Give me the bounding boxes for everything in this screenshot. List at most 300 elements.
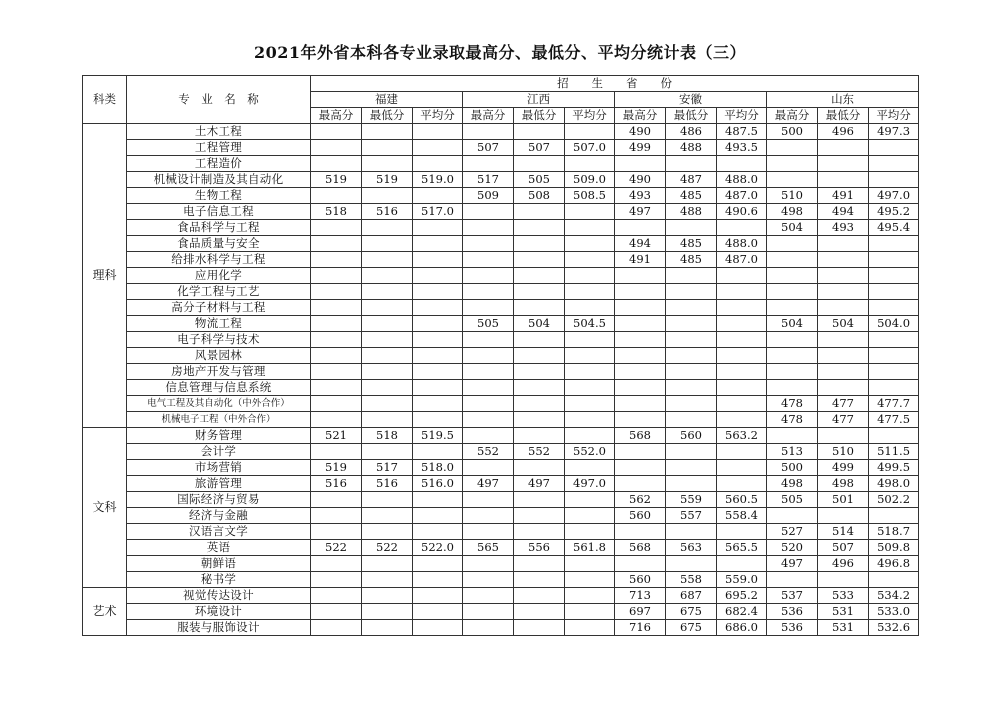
score-cell <box>767 428 818 444</box>
score-cell: 675 <box>666 604 717 620</box>
major-header: 专 业 名 称 <box>127 76 311 124</box>
score-cell <box>311 508 362 524</box>
major-name-cell: 服装与服饰设计 <box>127 620 311 636</box>
score-cell <box>818 236 869 252</box>
score-cell <box>666 300 717 316</box>
score-cell: 521 <box>311 428 362 444</box>
score-cell <box>463 300 514 316</box>
score-cell: 500 <box>767 460 818 476</box>
score-cell: 490.6 <box>717 204 767 220</box>
score-cell <box>311 300 362 316</box>
score-cell <box>413 252 463 268</box>
header-row-group <box>83 76 919 92</box>
score-cell <box>463 156 514 172</box>
score-cell <box>717 444 767 460</box>
score-cell <box>565 508 615 524</box>
score-cell <box>463 220 514 236</box>
table-row <box>83 492 919 508</box>
table-row <box>83 412 919 428</box>
major-name-cell: 工程造价 <box>127 156 311 172</box>
score-cell <box>463 428 514 444</box>
major-name-cell: 环境设计 <box>127 604 311 620</box>
score-cell <box>311 236 362 252</box>
score-cell: 488 <box>666 140 717 156</box>
admission-score-table <box>82 75 919 636</box>
score-cell <box>514 604 565 620</box>
score-cell <box>869 508 919 524</box>
province-header-shandong: 山东 <box>767 92 919 108</box>
score-cell: 563 <box>666 540 717 556</box>
score-cell: 560 <box>666 428 717 444</box>
sub-header-min: 最低分 <box>362 108 413 124</box>
score-cell: 516 <box>311 476 362 492</box>
sub-header-max: 最高分 <box>767 108 818 124</box>
score-cell: 516 <box>362 476 413 492</box>
score-cell <box>869 172 919 188</box>
score-cell <box>565 396 615 412</box>
sub-header-avg: 平均分 <box>869 108 919 124</box>
sub-header-min: 最低分 <box>818 108 869 124</box>
major-name-cell: 化学工程与工艺 <box>127 284 311 300</box>
score-cell <box>362 188 413 204</box>
score-cell <box>311 156 362 172</box>
score-cell <box>565 364 615 380</box>
score-cell <box>362 284 413 300</box>
score-cell <box>463 556 514 572</box>
score-cell <box>717 316 767 332</box>
score-cell <box>463 332 514 348</box>
score-cell <box>818 284 869 300</box>
sub-header-max: 最高分 <box>463 108 514 124</box>
score-cell: 565 <box>463 540 514 556</box>
score-cell: 499.5 <box>869 460 919 476</box>
score-cell <box>362 572 413 588</box>
score-cell: 477.7 <box>869 396 919 412</box>
score-cell <box>463 412 514 428</box>
major-name-cell: 生物工程 <box>127 188 311 204</box>
score-cell: 517.0 <box>413 204 463 220</box>
score-cell: 504 <box>767 220 818 236</box>
score-cell: 519 <box>311 172 362 188</box>
score-cell: 505 <box>463 316 514 332</box>
table-row <box>83 620 919 636</box>
major-name-cell: 汉语言文学 <box>127 524 311 540</box>
score-cell: 497 <box>514 476 565 492</box>
score-cell <box>767 572 818 588</box>
score-cell <box>463 252 514 268</box>
major-name-cell: 食品科学与工程 <box>127 220 311 236</box>
score-cell: 560 <box>615 572 666 588</box>
table-row <box>83 220 919 236</box>
score-cell: 499 <box>818 460 869 476</box>
score-cell: 519 <box>362 172 413 188</box>
score-cell: 477 <box>818 396 869 412</box>
score-cell <box>717 348 767 364</box>
score-cell <box>565 252 615 268</box>
score-cell <box>463 124 514 140</box>
score-cell: 486 <box>666 124 717 140</box>
score-cell: 536 <box>767 604 818 620</box>
score-cell <box>666 476 717 492</box>
score-cell <box>311 364 362 380</box>
score-cell <box>767 380 818 396</box>
score-cell: 478 <box>767 412 818 428</box>
score-cell: 516.0 <box>413 476 463 492</box>
score-cell: 496 <box>818 556 869 572</box>
score-cell <box>666 524 717 540</box>
major-name-cell: 应用化学 <box>127 268 311 284</box>
score-cell: 716 <box>615 620 666 636</box>
score-cell: 497 <box>767 556 818 572</box>
score-cell: 487.0 <box>717 252 767 268</box>
score-cell <box>717 364 767 380</box>
score-cell <box>717 332 767 348</box>
score-cell <box>767 268 818 284</box>
score-cell <box>514 588 565 604</box>
score-cell: 496 <box>818 124 869 140</box>
score-cell: 490 <box>615 124 666 140</box>
major-name-cell: 物流工程 <box>127 316 311 332</box>
score-cell: 565.5 <box>717 540 767 556</box>
score-cell: 495.4 <box>869 220 919 236</box>
score-cell <box>463 492 514 508</box>
score-cell <box>311 284 362 300</box>
score-cell <box>666 380 717 396</box>
score-cell: 518 <box>362 428 413 444</box>
score-cell <box>767 332 818 348</box>
score-cell <box>869 268 919 284</box>
score-cell <box>413 620 463 636</box>
score-cell <box>666 348 717 364</box>
score-cell: 497.0 <box>869 188 919 204</box>
score-cell <box>514 556 565 572</box>
score-cell: 519.5 <box>413 428 463 444</box>
score-cell <box>767 140 818 156</box>
score-cell <box>565 236 615 252</box>
score-cell <box>413 348 463 364</box>
score-cell: 517 <box>463 172 514 188</box>
score-cell <box>666 412 717 428</box>
major-name-cell: 食品质量与安全 <box>127 236 311 252</box>
score-cell <box>615 348 666 364</box>
score-cell: 507 <box>463 140 514 156</box>
score-cell: 552 <box>463 444 514 460</box>
score-cell <box>413 268 463 284</box>
province-header-fujian: 福建 <box>311 92 463 108</box>
score-cell <box>514 204 565 220</box>
score-cell: 509.8 <box>869 540 919 556</box>
score-cell: 556 <box>514 540 565 556</box>
table-row <box>83 316 919 332</box>
score-cell <box>767 348 818 364</box>
score-cell <box>311 572 362 588</box>
score-cell <box>514 396 565 412</box>
score-cell: 522.0 <box>413 540 463 556</box>
score-cell <box>615 380 666 396</box>
score-cell <box>514 460 565 476</box>
table-row <box>83 540 919 556</box>
score-cell: 493.5 <box>717 140 767 156</box>
score-cell: 496.8 <box>869 556 919 572</box>
table-row <box>83 508 919 524</box>
score-cell: 498 <box>767 476 818 492</box>
score-cell <box>565 524 615 540</box>
major-name-cell: 电子信息工程 <box>127 204 311 220</box>
score-cell: 493 <box>615 188 666 204</box>
score-cell <box>413 492 463 508</box>
sub-header-min: 最低分 <box>514 108 565 124</box>
score-cell <box>615 396 666 412</box>
sub-header-max: 最高分 <box>615 108 666 124</box>
score-cell <box>514 380 565 396</box>
score-cell <box>717 476 767 492</box>
score-cell <box>514 220 565 236</box>
score-cell <box>565 492 615 508</box>
score-cell: 514 <box>818 524 869 540</box>
score-cell <box>717 556 767 572</box>
major-name-cell: 土木工程 <box>127 124 311 140</box>
score-cell <box>413 124 463 140</box>
score-cell: 563.2 <box>717 428 767 444</box>
score-cell <box>565 588 615 604</box>
score-cell <box>767 364 818 380</box>
score-cell: 508.5 <box>565 188 615 204</box>
score-cell <box>362 492 413 508</box>
score-cell: 500 <box>767 124 818 140</box>
score-cell: 504 <box>767 316 818 332</box>
score-cell <box>666 156 717 172</box>
score-cell <box>869 140 919 156</box>
score-cell: 534.2 <box>869 588 919 604</box>
major-name-cell: 财务管理 <box>127 428 311 444</box>
score-cell <box>514 252 565 268</box>
score-cell: 478 <box>767 396 818 412</box>
score-cell <box>818 572 869 588</box>
score-cell <box>565 204 615 220</box>
score-cell: 513 <box>767 444 818 460</box>
score-cell: 505 <box>767 492 818 508</box>
major-name-cell: 旅游管理 <box>127 476 311 492</box>
major-name-cell: 电气工程及其自动化（中外合作） <box>127 396 311 412</box>
table-row <box>83 156 919 172</box>
score-cell <box>413 284 463 300</box>
score-cell: 504.5 <box>565 316 615 332</box>
score-cell <box>311 412 362 428</box>
score-cell <box>615 476 666 492</box>
score-cell <box>717 380 767 396</box>
score-cell <box>615 332 666 348</box>
table-body <box>83 76 919 636</box>
major-name-cell: 市场营销 <box>127 460 311 476</box>
score-cell <box>362 348 413 364</box>
score-cell <box>565 604 615 620</box>
score-cell: 491 <box>615 252 666 268</box>
score-cell <box>514 620 565 636</box>
score-cell: 501 <box>818 492 869 508</box>
score-cell <box>362 380 413 396</box>
score-cell <box>615 156 666 172</box>
score-cell <box>615 524 666 540</box>
score-cell <box>869 236 919 252</box>
score-cell <box>514 348 565 364</box>
table-row <box>83 380 919 396</box>
table-row <box>83 364 919 380</box>
score-cell: 487.5 <box>717 124 767 140</box>
score-cell <box>818 364 869 380</box>
score-cell <box>818 140 869 156</box>
score-cell: 675 <box>666 620 717 636</box>
score-cell <box>311 556 362 572</box>
score-cell: 511.5 <box>869 444 919 460</box>
score-cell <box>818 252 869 268</box>
score-cell: 488.0 <box>717 236 767 252</box>
score-cell: 568 <box>615 428 666 444</box>
score-cell <box>311 124 362 140</box>
score-cell <box>311 492 362 508</box>
score-cell <box>767 508 818 524</box>
score-cell: 516 <box>362 204 413 220</box>
score-cell: 494 <box>818 204 869 220</box>
score-cell: 533 <box>818 588 869 604</box>
major-name-cell: 工程管理 <box>127 140 311 156</box>
table-row <box>83 556 919 572</box>
score-cell <box>362 588 413 604</box>
score-cell <box>362 220 413 236</box>
score-cell <box>717 396 767 412</box>
score-cell: 522 <box>311 540 362 556</box>
major-name-cell: 房地产开发与管理 <box>127 364 311 380</box>
score-cell <box>362 444 413 460</box>
score-cell <box>311 396 362 412</box>
sub-header-max: 最高分 <box>311 108 362 124</box>
score-cell <box>869 428 919 444</box>
score-cell <box>615 444 666 460</box>
score-cell <box>514 508 565 524</box>
category-cell: 理科 <box>83 124 127 428</box>
score-cell <box>514 300 565 316</box>
score-cell: 562 <box>615 492 666 508</box>
score-cell: 477 <box>818 412 869 428</box>
score-cell: 559.0 <box>717 572 767 588</box>
score-cell <box>463 380 514 396</box>
score-cell <box>818 332 869 348</box>
score-cell <box>565 332 615 348</box>
score-cell <box>413 604 463 620</box>
score-cell <box>514 284 565 300</box>
score-cell <box>615 316 666 332</box>
score-cell <box>311 620 362 636</box>
score-cell: 533.0 <box>869 604 919 620</box>
score-cell: 488 <box>666 204 717 220</box>
score-cell <box>565 380 615 396</box>
major-name-cell: 英语 <box>127 540 311 556</box>
table-row <box>83 140 919 156</box>
score-cell <box>413 300 463 316</box>
score-cell: 504 <box>818 316 869 332</box>
score-cell <box>818 300 869 316</box>
score-cell: 502.2 <box>869 492 919 508</box>
score-cell <box>463 284 514 300</box>
score-cell <box>311 220 362 236</box>
category-cell: 文科 <box>83 428 127 588</box>
score-cell: 687 <box>666 588 717 604</box>
score-cell <box>463 588 514 604</box>
score-cell <box>514 236 565 252</box>
score-cell <box>565 412 615 428</box>
page-title: 2021年外省本科各专业录取最高分、最低分、平均分统计表（三） <box>253 43 747 62</box>
table-row <box>83 268 919 284</box>
score-cell <box>767 252 818 268</box>
score-cell: 497.0 <box>565 476 615 492</box>
score-cell: 686.0 <box>717 620 767 636</box>
sub-header-avg: 平均分 <box>565 108 615 124</box>
score-cell: 497 <box>463 476 514 492</box>
major-name-cell: 国际经济与贸易 <box>127 492 311 508</box>
score-cell <box>311 348 362 364</box>
score-cell: 510 <box>818 444 869 460</box>
score-cell <box>311 444 362 460</box>
score-cell: 505 <box>514 172 565 188</box>
score-cell <box>311 588 362 604</box>
score-cell <box>362 236 413 252</box>
score-cell <box>514 124 565 140</box>
score-cell: 518.0 <box>413 460 463 476</box>
major-name-cell: 机械设计制造及其自动化 <box>127 172 311 188</box>
score-cell <box>717 156 767 172</box>
major-name-cell: 机械电子工程（中外合作） <box>127 412 311 428</box>
score-cell <box>413 332 463 348</box>
score-cell <box>869 572 919 588</box>
major-name-cell: 给排水科学与工程 <box>127 252 311 268</box>
score-cell: 497 <box>615 204 666 220</box>
score-cell <box>463 204 514 220</box>
score-cell: 552.0 <box>565 444 615 460</box>
score-cell <box>413 444 463 460</box>
score-cell <box>362 412 413 428</box>
score-cell <box>463 268 514 284</box>
score-cell <box>869 284 919 300</box>
score-cell <box>311 268 362 284</box>
score-cell <box>463 236 514 252</box>
score-cell: 485 <box>666 236 717 252</box>
score-cell: 504.0 <box>869 316 919 332</box>
score-cell <box>818 508 869 524</box>
score-cell: 487 <box>666 172 717 188</box>
province-group-header: 招 生 省 份 <box>311 76 919 92</box>
score-cell: 509.0 <box>565 172 615 188</box>
table-row <box>83 348 919 364</box>
score-cell <box>615 412 666 428</box>
score-cell: 558 <box>666 572 717 588</box>
score-cell: 713 <box>615 588 666 604</box>
score-cell <box>565 124 615 140</box>
score-cell <box>362 268 413 284</box>
score-cell: 568 <box>615 540 666 556</box>
score-cell <box>463 460 514 476</box>
score-cell <box>362 156 413 172</box>
score-cell <box>362 556 413 572</box>
score-cell <box>666 556 717 572</box>
score-cell <box>463 364 514 380</box>
score-cell <box>362 620 413 636</box>
score-cell <box>869 156 919 172</box>
score-cell <box>514 412 565 428</box>
score-cell <box>514 572 565 588</box>
score-cell <box>311 140 362 156</box>
score-cell: 561.8 <box>565 540 615 556</box>
score-cell: 499 <box>615 140 666 156</box>
score-cell <box>818 428 869 444</box>
